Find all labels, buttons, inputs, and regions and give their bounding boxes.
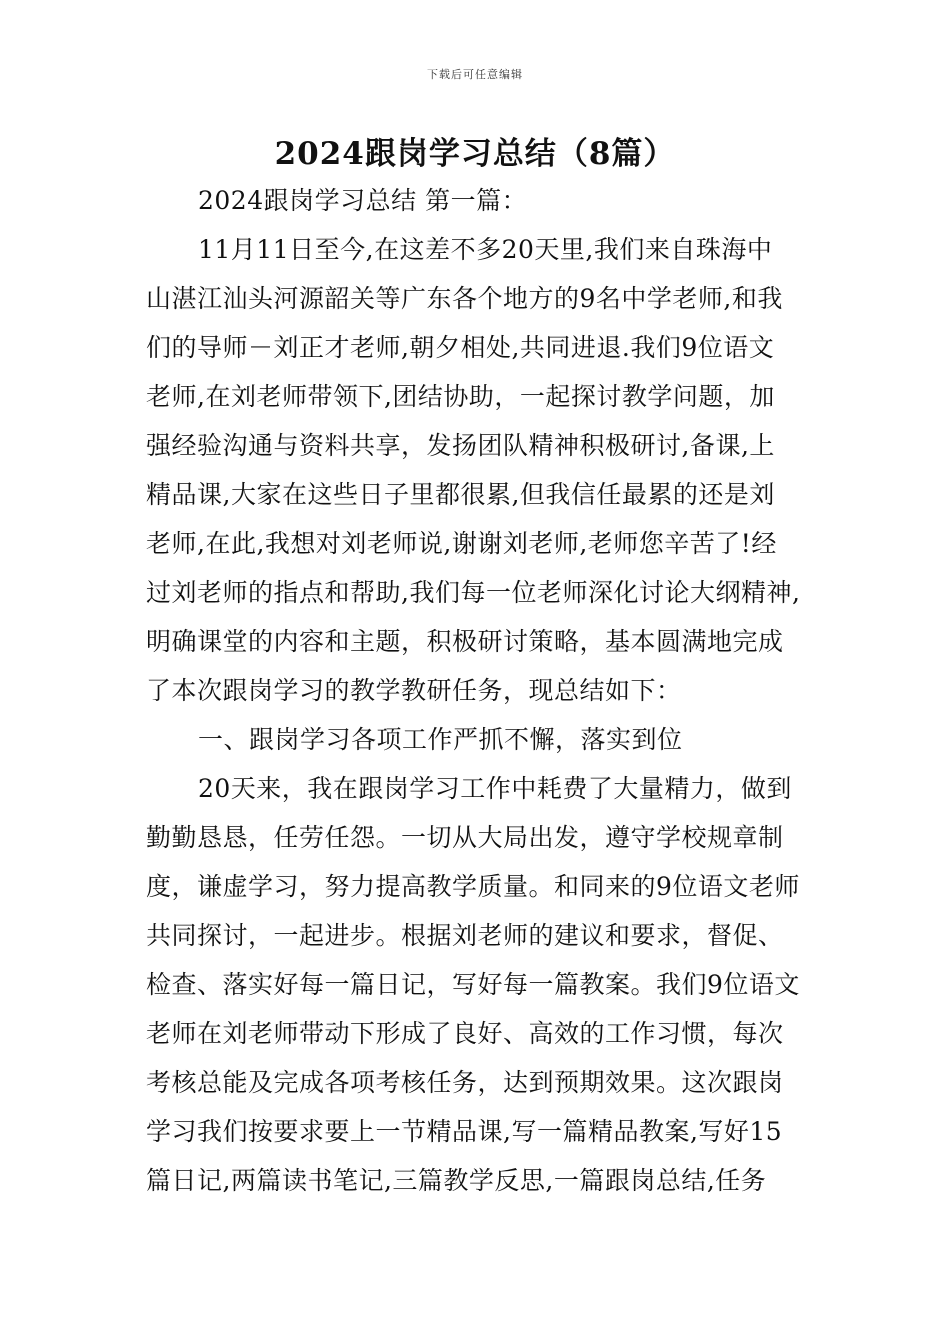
text-line: 学习我们按要求要上一节精品课,写一篇精品教案,写好15 (146, 1117, 783, 1146)
text-line: 精品课,大家在这些日子里都很累,但我信任最累的还是刘 (146, 480, 775, 509)
text-line: 过刘老师的指点和帮助,我们每一位老师深化讨论大纲精神, (146, 578, 801, 607)
text-line: 老师在刘老师带动下形成了良好、高效的工作习惯，每次 (146, 1019, 784, 1048)
text-line: 篇日记,两篇读书笔记,三篇教学反思,一篇跟岗总结,任务 (146, 1166, 767, 1195)
document-body (146, 183, 816, 1212)
text-line: 勤勤恳恳，任劳任怨。一切从大局出发，遵守学校规章制 (146, 823, 784, 852)
text-line: 了本次跟岗学习的教学教研任务，现总结如下： (146, 676, 682, 705)
text-line: 们的导师－刘正才老师,朝夕相处,共同进退.我们9位语文 (146, 333, 775, 362)
text-line: 共同探讨，一起进步。根据刘老师的建议和要求，督促、 (146, 921, 784, 950)
text-line: 考核总能及完成各项考核任务，达到预期效果。这次跟岗 (146, 1068, 784, 1097)
text-line: 11月11日至今,在这差不多20天里,我们来自珠海中 (198, 235, 773, 264)
text-line: 度，谦虚学习，努力提高教学质量。和同来的9位语文老师 (146, 872, 800, 901)
text-line: 老师,在此,我想对刘老师说,谢谢刘老师,老师您辛苦了!经 (146, 529, 777, 558)
text-line: 明确课堂的内容和主题，积极研讨策略，基本圆满地完成 (146, 627, 784, 656)
text-line: 检查、落实好每一篇日记，写好每一篇教案。我们9位语文 (146, 970, 800, 999)
text-line: 山湛江汕头河源韶关等广东各个地方的9名中学老师,和我 (146, 284, 783, 313)
header-note: 下载后可任意编辑 (427, 68, 523, 81)
text-line: 20天来，我在跟岗学习工作中耗费了大量精力，做到 (198, 774, 792, 803)
text-line: 老师,在刘老师带领下,团结协助，一起探讨教学问题，加 (146, 382, 775, 411)
document-title: 2024跟岗学习总结（8篇） (274, 136, 676, 172)
text-line: 一、跟岗学习各项工作严抓不懈，落实到位 (198, 725, 683, 754)
text-line: 2024跟岗学习总结 第一篇： (198, 186, 528, 215)
text-line: 强经验沟通与资料共享，发扬团队精神积极研讨,备课,上 (146, 431, 775, 460)
